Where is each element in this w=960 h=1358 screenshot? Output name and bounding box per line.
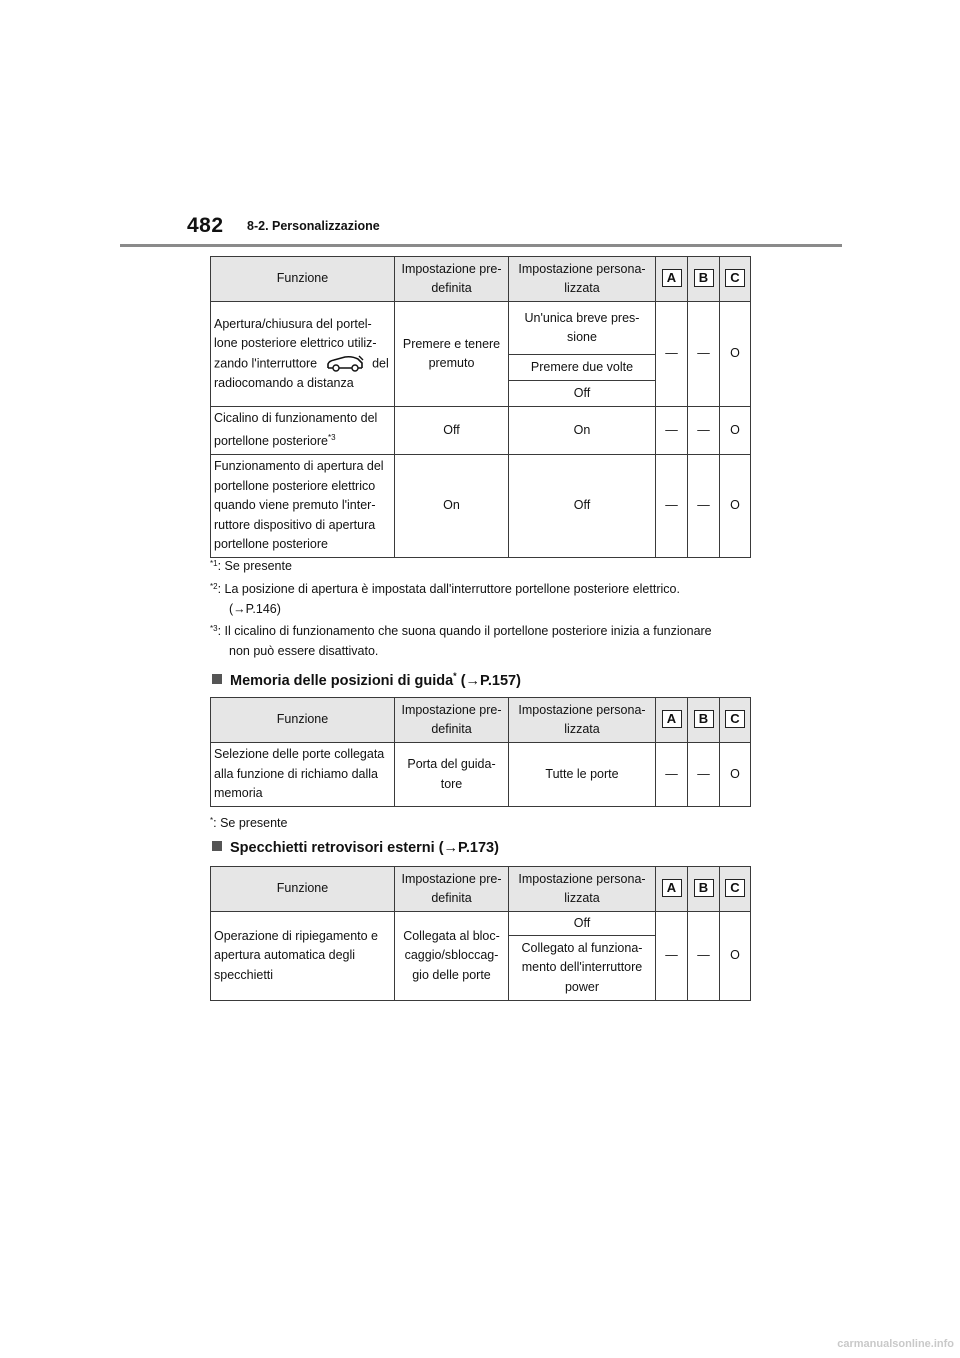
col-c-badge: C (725, 710, 745, 728)
col-a-badge: A (662, 879, 682, 897)
default-value: On (395, 455, 509, 558)
settings-table-tailgate (210, 256, 751, 558)
a-value: — (656, 912, 688, 1001)
watermark: carmanualsonline.info (837, 1338, 954, 1350)
col-c-badge: C (725, 269, 745, 287)
custom-value: On (509, 407, 656, 455)
col-b-badge: B (694, 710, 714, 728)
option-value: Un'unica breve pres-sione (509, 302, 656, 355)
settings-table-mirrors (210, 866, 751, 1001)
col-funzione: Funzione (211, 698, 395, 743)
col-custom: Impostazione persona-lizzata (509, 867, 656, 912)
footnote-2-ref[interactable]: (→P.146) (229, 602, 281, 616)
b-value: — (688, 743, 720, 807)
option-value: Off (509, 381, 656, 407)
footnote-2: $^{*2}$: La posizione di apertura è impostata dall'interruttore portellone posteriore elettrico. (→P.146) (210, 579, 680, 619)
settings-table-memory (210, 697, 751, 807)
option-value: Collegato al funziona-mento dell'interruttore power (509, 936, 656, 1001)
square-bullet-icon (212, 674, 222, 684)
custom-value: Tutte le porte (509, 743, 656, 807)
default-value: Collegata al bloc-caggio/sbloccag-gio delle porte (395, 912, 509, 1001)
table-header-row (211, 257, 751, 302)
a-value: — (656, 455, 688, 558)
func-buzzer: Cicalino di funzionamento del portellone posteriore$^{*3}$ (211, 407, 395, 455)
page-number: 482 (187, 214, 224, 237)
table-row (211, 743, 751, 807)
table-row (211, 912, 751, 936)
col-custom: Impostazione persona-lizzata (509, 698, 656, 743)
table-row (211, 302, 751, 355)
col-default: Impostazione pre-definita (395, 698, 509, 743)
func-opener-switch: Funzionamento di apertura del portellone posteriore elettrico quando viene premuto l'inter-ruttore dispositivo di apertura portellone posteriore (211, 455, 395, 558)
subheading-memory: Memoria delle posizioni di guida* (→P.157) (212, 671, 521, 689)
col-default: Impostazione pre-definita (395, 867, 509, 912)
b-value: — (688, 302, 720, 407)
footnote-memory: *: Se presente (210, 816, 288, 830)
col-default: Impostazione pre-definita (395, 257, 509, 302)
default-value: Off (395, 407, 509, 455)
col-funzione: Funzione (211, 867, 395, 912)
a-value: — (656, 743, 688, 807)
default-value: Porta del guida-tore (395, 743, 509, 807)
b-value: — (688, 912, 720, 1001)
footnote-1: $^{*1}$: Se presente (210, 559, 292, 573)
col-a-badge: A (662, 710, 682, 728)
c-value: O (720, 302, 751, 407)
func-mirror-folding: Operazione di ripiegamento e apertura automatica degli specchietti (211, 912, 395, 1001)
a-value: — (656, 407, 688, 455)
page-ref-link[interactable]: (→P.173) (438, 840, 499, 856)
col-a-badge: A (662, 269, 682, 287)
default-value: Premere e tenere premuto (395, 302, 509, 407)
footnote-mark: *3 (327, 433, 336, 443)
tailgate-car-icon (325, 354, 365, 374)
col-b-badge: B (694, 269, 714, 287)
option-value: Premere due volte (509, 355, 656, 381)
header-rule (120, 244, 842, 247)
col-c-badge: C (725, 879, 745, 897)
subheading-mirrors: Specchietti retrovisori esterni (→P.173) (212, 840, 499, 856)
col-funzione: Funzione (211, 257, 395, 302)
c-value: O (720, 743, 751, 807)
option-value: Off (509, 912, 656, 936)
c-value: O (720, 407, 751, 455)
custom-value: Off (509, 455, 656, 558)
c-value: O (720, 912, 751, 1001)
c-value: O (720, 455, 751, 558)
section-title: 8-2. Personalizzazione (247, 219, 380, 233)
footnote-3: $^{*3}$: Il cicalino di funzionamento che suona quando il portellone posteriore inizia a funzionare non può essere disattivato. (210, 624, 712, 658)
col-b-badge: B (694, 879, 714, 897)
a-value: — (656, 302, 688, 407)
square-bullet-icon (212, 841, 222, 851)
col-custom: Impostazione persona-lizzata (509, 257, 656, 302)
b-value: — (688, 455, 720, 558)
func-door-selection: Selezione delle porte collegata alla funzione di richiamo dalla memoria (211, 743, 395, 807)
b-value: — (688, 407, 720, 455)
func-tailgate-remote (211, 302, 395, 407)
table-row (211, 455, 751, 558)
page-ref-link[interactable]: (→P.157) (460, 672, 521, 689)
func-text-part2: del radiocomando a distanza (214, 356, 389, 390)
table-row (211, 407, 751, 455)
table-header-row (211, 867, 751, 912)
func-text-part1: Apertura/chiusura del portel-lone posteriore elettrico utiliz-zando l'interruttore (214, 316, 377, 371)
table-header-row (211, 698, 751, 743)
